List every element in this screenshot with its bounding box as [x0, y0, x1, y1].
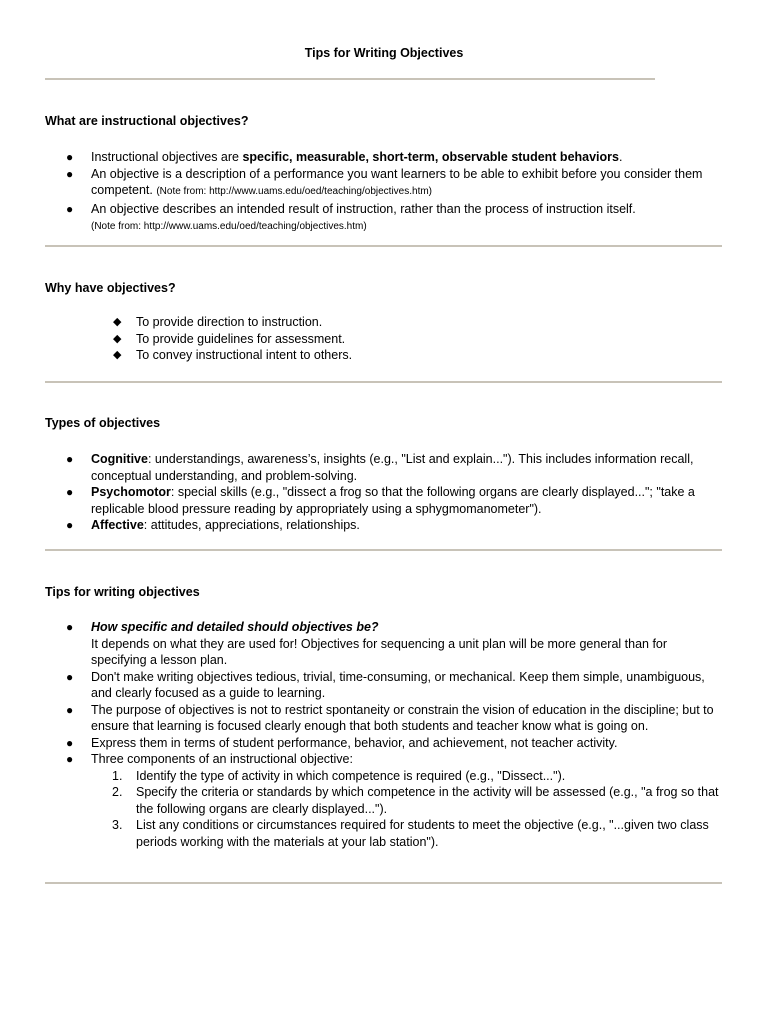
section-why-list	[45, 314, 725, 364]
divider	[45, 245, 722, 247]
numbered-item: 1. Identify the type of activity in which competence is required (e.g., "Dissect...").	[112, 768, 566, 783]
page-title: Tips for Writing Objectives	[304, 46, 464, 60]
bullet-icon: ●	[66, 452, 74, 466]
divider	[45, 882, 722, 884]
bullet-icon: ●	[66, 166, 74, 181]
bullet-icon: ●	[66, 518, 74, 532]
diamond-bullet-icon: ◆	[113, 316, 122, 328]
source-note: (Note from: http://www.uams.edu/oed/teaching/objectives.htm)	[91, 221, 367, 232]
numbered-item: 3. List any conditions or circumstances required for students to meet the objective (e.g., "...given two class periods working with the materials at your lab station").	[112, 818, 709, 849]
section-types-list	[45, 451, 725, 534]
list-item: ● Cognitive: understandings, awareness’s, insights (e.g., "List and explain..."). This includes information recall, conceptual understanding, and problem-solving.	[66, 452, 694, 483]
list-item: ● Three components of an instructional objective:	[66, 752, 353, 766]
numbered-item: 2. Specify the criteria or standards by which competence in the activity will be assessed (e.g., "a frog so that the following organs are clearly displayed...").	[112, 785, 719, 816]
list-item: ● An objective describes an intended result of instruction, rather than the process of instruction itself. (Note from: http://www.uams.edu/oed/teaching/objectives.htm)	[66, 201, 636, 232]
bullet-icon: ●	[66, 201, 74, 216]
list-item: ◆ To provide direction to instruction.	[113, 315, 323, 329]
list-item: ● Instructional objectives are specific, measurable, short-term, observable student behaviors.	[66, 150, 623, 164]
list-item: ◆ To convey instructional intent to others.	[113, 348, 353, 362]
bullet-icon: ●	[66, 702, 74, 717]
list-item: ● Don't make writing objectives tedious, trivial, time-consuming, or mechanical. Keep them simple, unambiguous, and clearly focused as a guide to learning.	[66, 669, 705, 700]
source-note: (Note from: http://www.uams.edu/oed/teaching/objectives.htm)	[156, 186, 433, 197]
list-item: ● Affective: attitudes, appreciations, relationships.	[66, 518, 360, 532]
section-heading-what: What are instructional objectives?	[45, 114, 249, 128]
section-what-list	[45, 149, 725, 236]
section-tips-list	[45, 619, 725, 850]
components-list	[45, 768, 725, 851]
list-item: ● The purpose of objectives is not to restrict spontaneity or constrain the vision of education in the discipline; but to ensure that learning is focused clearly enough that both students and teacher know what is going on.	[66, 702, 714, 733]
section-heading-why: Why have objectives?	[45, 281, 176, 295]
section-heading-types: Types of objectives	[45, 416, 161, 430]
bullet-icon: ●	[66, 735, 74, 750]
diamond-bullet-icon: ◆	[113, 349, 122, 361]
divider	[45, 549, 722, 551]
diamond-bullet-icon: ◆	[113, 332, 122, 345]
section-heading-tips: Tips for writing objectives	[45, 585, 200, 599]
list-item: ● Psychomotor: special skills (e.g., "dissect a frog so that the following organs are clearly displayed..."; "take a replicable blood pressure reading by appropriately using a sphygmomanometer").	[66, 485, 695, 516]
divider	[45, 78, 655, 80]
bullet-icon: ●	[66, 150, 74, 164]
bullet-icon: ●	[66, 485, 74, 499]
list-item: ● Express them in terms of student performance, behavior, and achievement, not teacher activity.	[66, 735, 618, 750]
bullet-icon: ●	[66, 752, 74, 766]
bullet-icon: ●	[66, 669, 74, 684]
list-item: ● An objective is a description of a performance you want learners to be able to exhibit before you consider them competent. (Note from: http://www.uams.edu/oed/teaching/objectives.htm)	[66, 166, 703, 197]
list-item: ● How specific and detailed should objectives be? It depends on what they are used for! Objectives for sequencing a unit plan will be more general than for specifying a lesson plan.	[66, 620, 668, 667]
divider	[45, 381, 722, 383]
bullet-icon: ●	[66, 620, 74, 634]
list-item: ◆ To provide guidelines for assessment.	[113, 331, 346, 346]
